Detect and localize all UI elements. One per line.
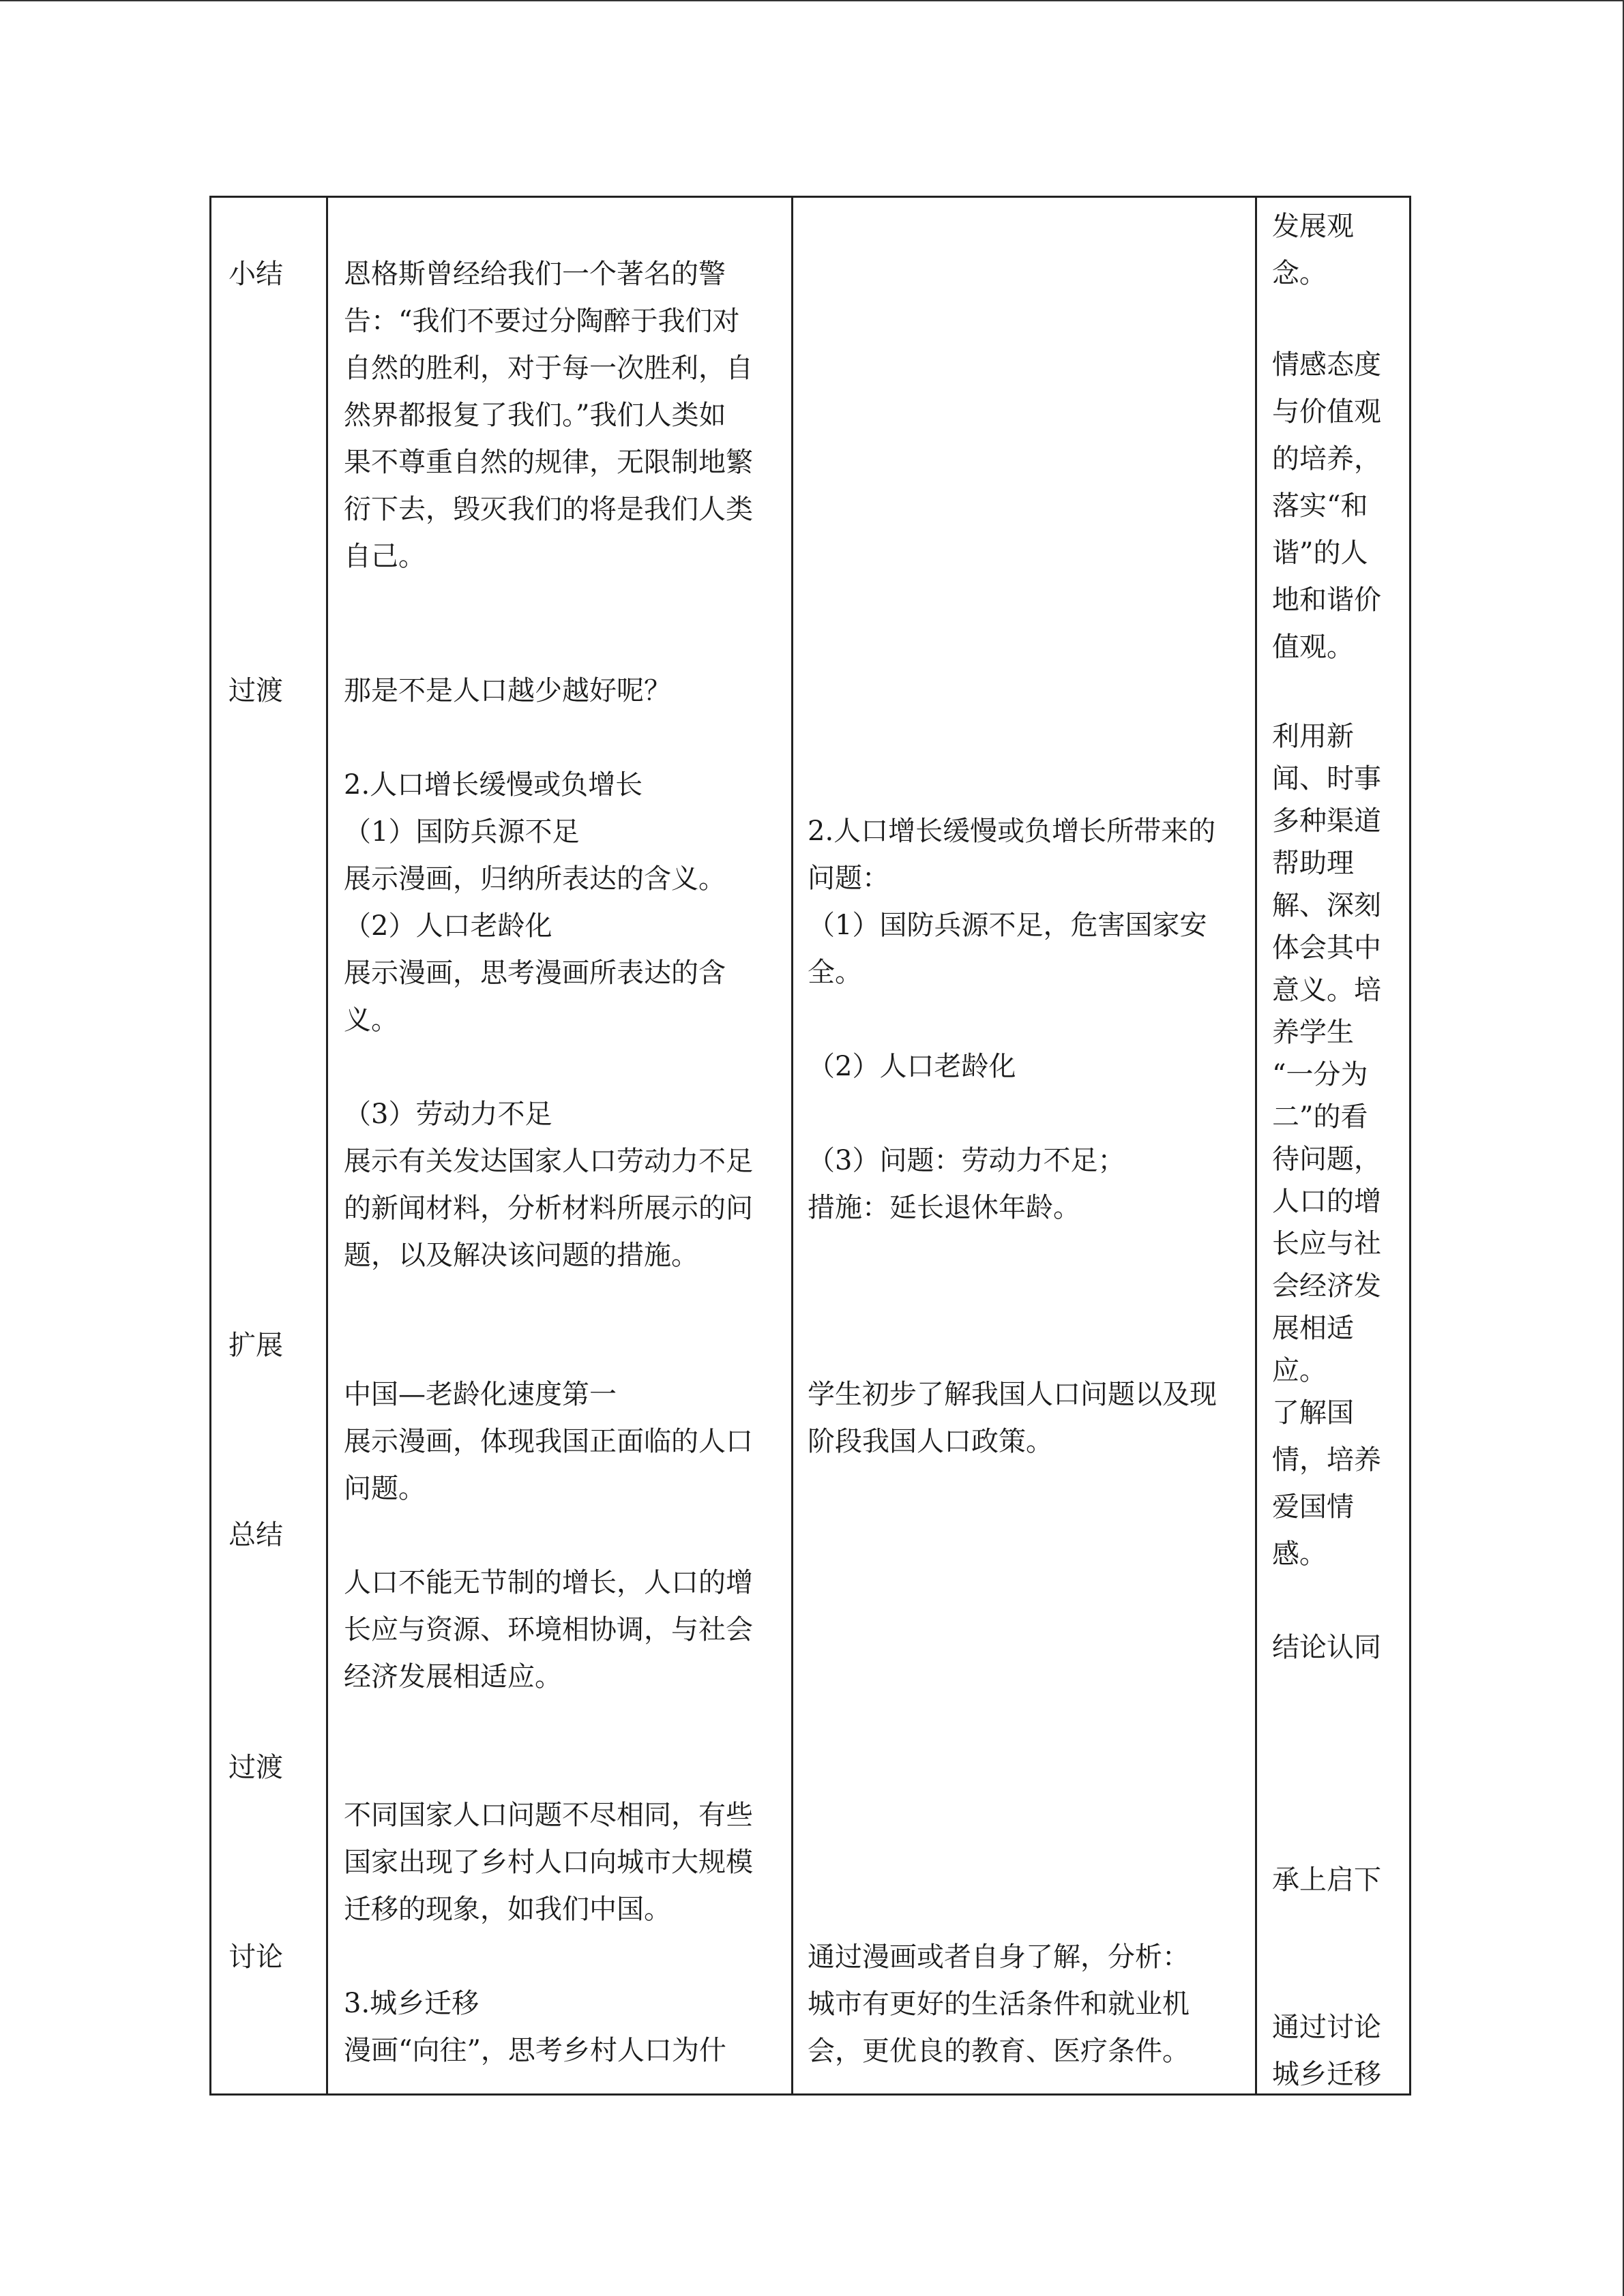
- intent-text-line: 念。: [1272, 258, 1327, 289]
- column-divider: [326, 198, 328, 2093]
- intent-text-line: 应。: [1272, 1355, 1327, 1386]
- teacher-text-line: 那是不是人口越少越好呢？: [344, 675, 671, 706]
- teacher-text-line: （2）人口老龄化: [344, 910, 552, 942]
- teacher-text-line: （1）国防兵源不足: [344, 816, 580, 848]
- student-text-line: 2.人口增长缓慢或负增长所带来的: [808, 816, 1216, 847]
- intent-text-line: 承上启下: [1272, 1864, 1381, 1896]
- student-text-line: （3）问题：劳动力不足；: [808, 1145, 1125, 1176]
- intent-text-line: 城乡迁移: [1272, 2059, 1381, 2090]
- teacher-text-line: 2.人口增长缓慢或负增长: [344, 769, 643, 801]
- intent-text-line: 利用新: [1272, 721, 1354, 752]
- student-text-line: 城市有更好的生活条件和就业机: [808, 1988, 1190, 2020]
- intent-text-line: 人口的增: [1272, 1186, 1381, 1217]
- stage-label-conclusion: 总结: [228, 1519, 283, 1551]
- student-text-line: 措施：延长退休年龄。: [808, 1192, 1080, 1223]
- teacher-text-line: 恩格斯曾经给我们一个著名的警: [344, 258, 726, 290]
- intent-text-line: 情，培养: [1272, 1444, 1381, 1476]
- column-divider: [1255, 198, 1257, 2093]
- teacher-text-line: 国家出现了乡村人口向城市大规模: [344, 1847, 753, 1878]
- stage-label-extension: 扩展: [228, 1330, 283, 1361]
- intent-text-line: “一分为: [1272, 1059, 1368, 1090]
- lesson-plan-table: [209, 196, 1411, 2096]
- teacher-text-line: 告：“我们不要过分陶醉于我们对: [344, 305, 740, 337]
- intent-text-line: 会经济发: [1272, 1270, 1381, 1302]
- teacher-text-line: 然界都报复了我们。”我们人类如: [344, 400, 726, 431]
- intent-text-line: 与价值观: [1272, 396, 1381, 428]
- intent-text-line: 发展观: [1272, 211, 1354, 242]
- intent-text-line: 体会其中: [1272, 932, 1381, 964]
- student-text-line: 问题：: [808, 863, 889, 894]
- intent-text-line: 待问题，: [1272, 1144, 1381, 1175]
- intent-text-line: 展相适: [1272, 1313, 1354, 1344]
- teacher-text-line: 展示漫画，归纳所表达的含义。: [344, 863, 726, 895]
- teacher-text-line: 漫画“向往”，思考乡村人口为什: [344, 2035, 726, 2066]
- teacher-text-line: 迁移的现象，如我们中国。: [344, 1894, 671, 1925]
- teacher-text-line: 经济发展相适应。: [344, 1661, 562, 1693]
- intent-text-line: 二”的看: [1272, 1101, 1368, 1133]
- teacher-text-line: 衍下去，毁灭我们的将是我们人类: [344, 494, 753, 525]
- student-text-line: （1）国防兵源不足，危害国家安: [808, 910, 1207, 941]
- intent-text-line: 值观。: [1272, 631, 1354, 663]
- teacher-text-line: 展示有关发达国家人口劳动力不足: [344, 1146, 753, 1177]
- teacher-text-line: 的新闻材料，分析材料所展示的问: [344, 1193, 753, 1224]
- student-text-line: 通过漫画或者自身了解，分析：: [808, 1941, 1190, 1973]
- intent-text-line: 的培养，: [1272, 443, 1381, 475]
- intent-text-line: 通过讨论: [1272, 2012, 1381, 2043]
- teacher-text-line: 3.城乡迁移: [344, 1988, 479, 2019]
- student-text-line: 会，更优良的教育、医疗条件。: [808, 2036, 1190, 2067]
- teacher-text-line: 义。: [344, 1004, 398, 1036]
- intent-text-line: 落实“和: [1272, 490, 1368, 522]
- teacher-text-line: 不同国家人口问题不尽相同，有些: [344, 1800, 753, 1831]
- student-text-line: （2）人口老龄化: [808, 1051, 1016, 1082]
- intent-text-line: 地和谐价: [1272, 584, 1381, 616]
- teacher-text-line: 题，以及解决该问题的措施。: [344, 1240, 698, 1271]
- student-text-line: 学生初步了解我国人口问题以及现: [808, 1379, 1217, 1410]
- intent-text-line: 谐”的人: [1272, 537, 1368, 569]
- intent-text-line: 长应与社: [1272, 1228, 1381, 1259]
- intent-text-line: 解、深刻: [1272, 890, 1381, 921]
- teacher-text-line: 人口不能无节制的增长，人口的增: [344, 1567, 753, 1598]
- stage-label-discussion: 讨论: [228, 1941, 283, 1973]
- stage-label-transition: 过渡: [228, 675, 283, 706]
- student-text-line: 全。: [808, 957, 862, 988]
- teacher-text-line: （3）劳动力不足: [344, 1099, 552, 1130]
- teacher-text-line: 展示漫画，体现我国正面临的人口: [344, 1426, 753, 1457]
- teacher-text-line: 展示漫画，思考漫画所表达的含: [344, 957, 726, 989]
- intent-text-line: 情感态度: [1272, 349, 1381, 381]
- teacher-text-line: 中国—老龄化速度第一: [344, 1379, 617, 1410]
- teacher-text-line: 果不尊重自然的规律，无限制地繁: [344, 447, 753, 478]
- teacher-text-line: 自然的胜利，对于每一次胜利，自: [344, 353, 753, 384]
- intent-text-line: 养学生: [1272, 1017, 1354, 1048]
- stage-label-transition: 过渡: [228, 1752, 283, 1783]
- column-divider: [791, 198, 793, 2093]
- intent-text-line: 结论认同: [1272, 1632, 1381, 1663]
- teacher-text-line: 长应与资源、环境相协调，与社会: [344, 1614, 753, 1645]
- teacher-text-line: 自己。: [344, 541, 426, 572]
- intent-text-line: 帮助理: [1272, 848, 1354, 879]
- intent-text-line: 意义。培: [1272, 974, 1381, 1006]
- intent-text-line: 多种渠道: [1272, 805, 1381, 837]
- intent-text-line: 了解国: [1272, 1397, 1354, 1429]
- student-text-line: 阶段我国人口政策。: [808, 1426, 1053, 1457]
- stage-label-summary: 小结: [228, 258, 283, 290]
- intent-text-line: 爱国情: [1272, 1491, 1354, 1523]
- teacher-text-line: 问题。: [344, 1473, 426, 1504]
- intent-text-line: 闻、时事: [1272, 763, 1381, 794]
- intent-text-line: 感。: [1272, 1538, 1327, 1570]
